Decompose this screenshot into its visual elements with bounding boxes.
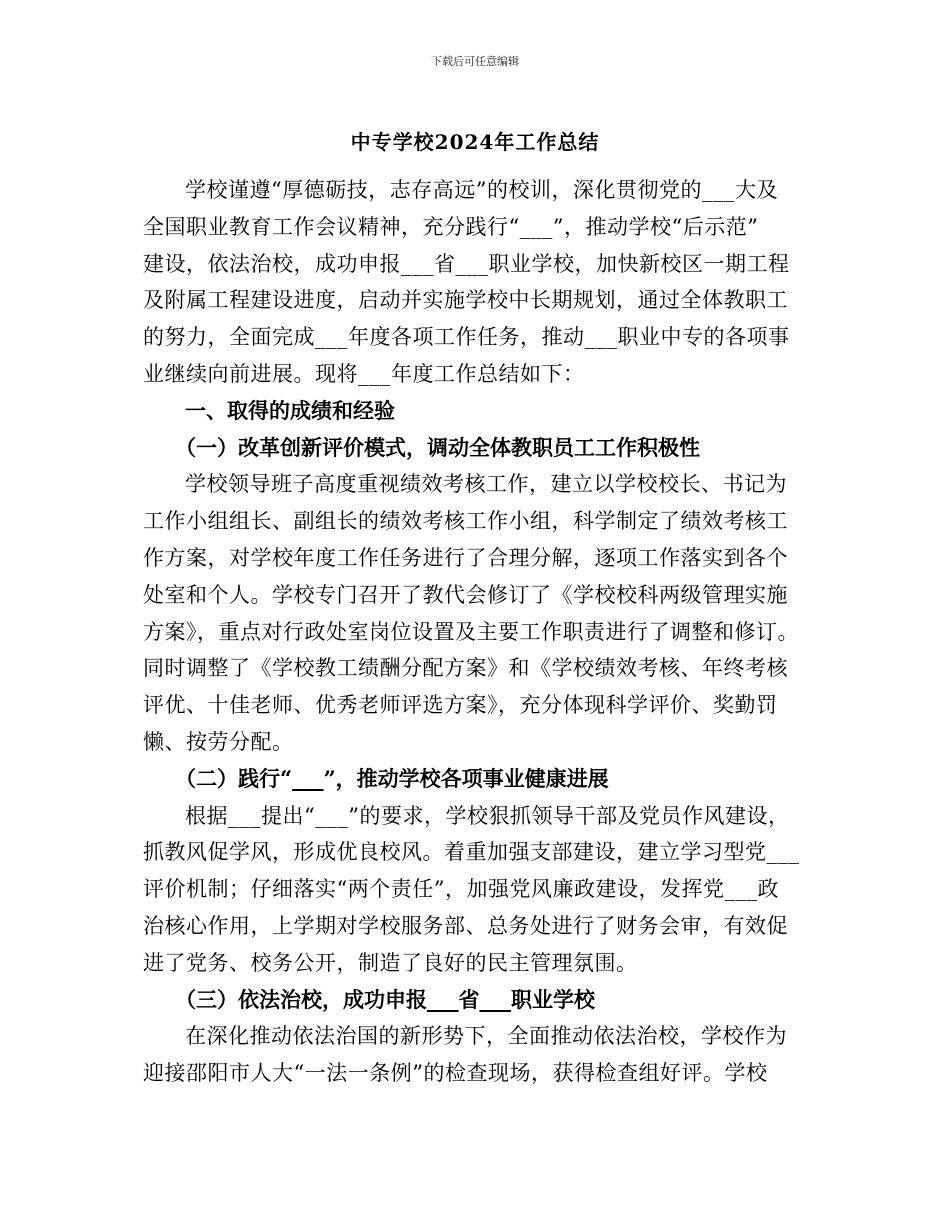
text-line: 方案》，重点对行政处室岗位设置及主要工作职责进行了调整和修订。: [143, 619, 799, 644]
text-line: 懒、按劳分配。: [143, 729, 294, 754]
subsection-heading: （二）践行“___”，推动学校各项事业健康进展: [175, 765, 609, 791]
text-line: 学校领导班子高度重视绩效考核工作，建立以学校校长、书记为: [185, 472, 787, 497]
text-line: 同时调整了《学校教工绩酬分配方案》和《学校绩效考核、年终考核: [143, 656, 788, 681]
intro-paragraph: [143, 172, 818, 393]
text-line: 作方案，对学校年度工作任务进行了合理分解，逐项工作落实到各个: [143, 545, 788, 570]
text-line: 在深化推动依法治国的新形势下，全面推动依法治校，学校作为: [185, 1024, 787, 1049]
document-body: [143, 172, 818, 1092]
text-line: 评价机制；仔细落实“两个责任”，加强党风廉政建设，发挥党___政: [143, 877, 779, 902]
text-line: 治核心作用，上学期对学校服务部、总务处进行了财务会审，有效促: [143, 913, 788, 938]
subsection-heading: （三）依法治校，成功申报___省___职业学校: [175, 986, 595, 1012]
subsection-paragraph: [143, 1018, 818, 1092]
text-line: 的努力，全面完成___年度各项工作任务，推动___职业中专的各项事: [143, 325, 790, 350]
subsection-heading: （一）改革创新评价模式，调动全体教职员工工作积极性: [175, 434, 700, 460]
subsection-paragraph: [143, 466, 818, 760]
text-line: 工作小组组长、副组长的绩效考核工作小组，科学制定了绩效考核工: [143, 509, 788, 534]
text-line: 建设，依法治校，成功申报___省___职业学校，加快新校区一期工程: [143, 251, 790, 276]
text-line: 及附属工程建设进度，启动并实施学校中长期规划，通过全体教职工: [143, 288, 788, 313]
text-line: 迎接邵阳市人大“一法一条例”的检查现场，获得检查组好评。学校: [143, 1061, 768, 1086]
text-line: 业继续向前进展。现将___年度工作总结如下：: [143, 361, 585, 386]
text-line: 进了党务、校务公开，制造了良好的民主管理氛围。: [143, 950, 638, 975]
text-line: 评优、十佳老师、优秀老师评选方案》，充分体现科学评价、奖勤罚: [143, 693, 778, 718]
text-line: 抓教风促学风，形成优良校风。着重加强支部建设，建立学习型党___: [143, 840, 800, 865]
document-title: 中专学校2024年工作总结: [350, 130, 600, 154]
text-line: 根据___提出“___”的要求，学校狠抓领导干部及党员作风建设，: [185, 803, 790, 828]
section-heading: 一、取得的成绩和经验: [185, 397, 395, 423]
text-line: 学校谨遵“厚德砺技，志存高远”的校训，深化贯彻党的___大及: [185, 178, 778, 202]
header-note: 下载后可任意编辑: [431, 55, 519, 68]
text-line: 处室和个人。学校专门召开了教代会修订了《学校校科两级管理实施: [143, 582, 788, 607]
text-line: 全国职业教育工作会议精神，充分践行“___”，推动学校“后示范”: [143, 214, 759, 239]
subsection-paragraph: [143, 798, 818, 982]
